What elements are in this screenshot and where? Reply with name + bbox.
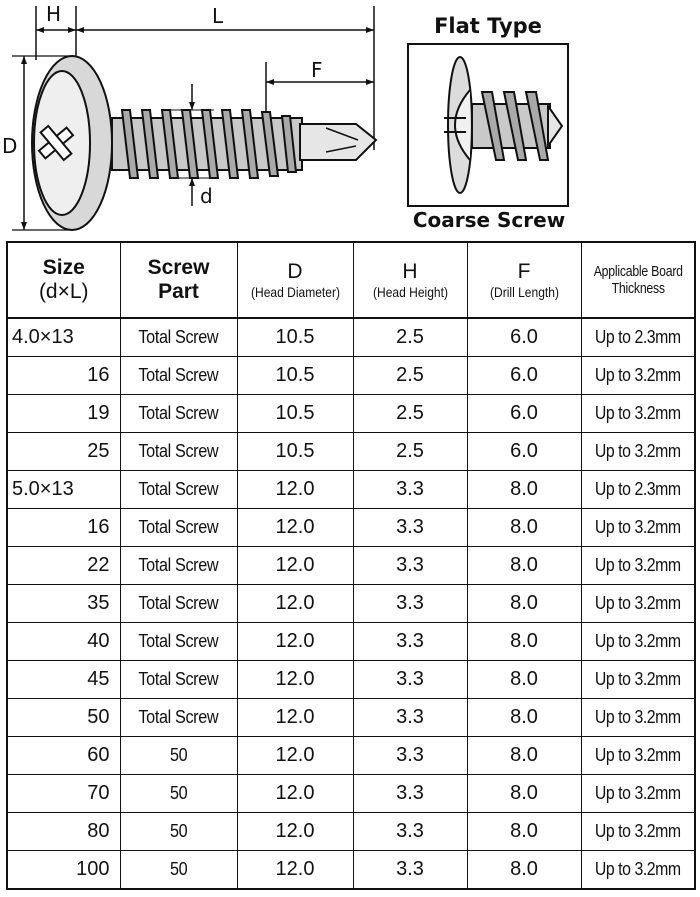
cell-head-height-text: 3.3 bbox=[396, 516, 424, 538]
cell-head-height-text: 3.3 bbox=[396, 592, 424, 614]
cell-size-text: 35 bbox=[87, 592, 110, 614]
screw-side-view bbox=[0, 0, 700, 240]
cell-head-diameter bbox=[237, 509, 353, 547]
header-board-thickness-line1: Applicable Board bbox=[593, 262, 683, 280]
table-row bbox=[7, 661, 695, 699]
cell-head-height bbox=[353, 813, 467, 851]
cell-drill-length bbox=[467, 471, 581, 509]
cell-screw-part bbox=[120, 471, 237, 509]
screw-spec-table bbox=[6, 241, 696, 890]
cell-board-thickness bbox=[581, 737, 695, 775]
cell-drill-length bbox=[467, 737, 581, 775]
cell-screw-part-text: Total Screw bbox=[138, 707, 219, 727]
cell-board-thickness bbox=[581, 509, 695, 547]
cell-board-thickness-text: Up to 3.2mm bbox=[594, 593, 681, 613]
table-row bbox=[7, 813, 695, 851]
cell-board-thickness-text: Up to 2.3mm bbox=[594, 479, 681, 499]
cell-screw-part-text: 50 bbox=[169, 859, 188, 879]
header-size-main: Size bbox=[42, 255, 85, 279]
cell-size-text: 100 bbox=[76, 858, 110, 880]
header-head-diameter-main: D bbox=[287, 259, 303, 283]
cell-screw-part-text: 50 bbox=[169, 745, 188, 765]
cell-size bbox=[7, 813, 120, 851]
table-row bbox=[7, 851, 695, 890]
cell-head-height bbox=[353, 433, 467, 471]
h-arrow-right bbox=[68, 27, 76, 33]
cell-board-thickness-text: Up to 2.3mm bbox=[594, 327, 681, 347]
table-row bbox=[7, 509, 695, 547]
cell-head-height-text: 3.3 bbox=[396, 858, 424, 880]
cell-screw-part bbox=[120, 509, 237, 547]
cell-size bbox=[7, 318, 120, 357]
cell-size bbox=[7, 395, 120, 433]
cell-drill-length-text: 6.0 bbox=[510, 440, 538, 462]
cell-head-diameter bbox=[237, 395, 353, 433]
header-board-thickness-line2: Thickness bbox=[611, 280, 665, 297]
cell-board-thickness-text: Up to 3.2mm bbox=[594, 821, 681, 841]
cell-head-height bbox=[353, 623, 467, 661]
cell-head-height-text: 2.5 bbox=[396, 402, 424, 424]
cell-size bbox=[7, 547, 120, 585]
cell-board-thickness-text: Up to 3.2mm bbox=[594, 745, 681, 765]
cell-head-height bbox=[353, 737, 467, 775]
cell-board-thickness bbox=[581, 851, 695, 890]
cell-board-thickness-text: Up to 3.2mm bbox=[594, 631, 681, 651]
table-row bbox=[7, 318, 695, 357]
cell-head-height-text: 2.5 bbox=[396, 440, 424, 462]
f-label: F bbox=[311, 58, 323, 82]
cell-head-height-text: 2.5 bbox=[396, 326, 424, 348]
cell-screw-part-text: 50 bbox=[169, 783, 188, 803]
cell-screw-part-text: Total Screw bbox=[138, 593, 219, 613]
l-label: L bbox=[212, 4, 224, 28]
cell-drill-length bbox=[467, 509, 581, 547]
cell-screw-part-text: Total Screw bbox=[138, 479, 219, 499]
cell-drill-length bbox=[467, 623, 581, 661]
cell-drill-length-text: 8.0 bbox=[510, 516, 538, 538]
cell-size-text: 50 bbox=[87, 706, 110, 728]
cell-size-text: 4.0×13 bbox=[12, 326, 74, 348]
header-drill-length-main: F bbox=[517, 259, 531, 283]
cell-head-diameter-text: 10.5 bbox=[275, 364, 315, 386]
table-row bbox=[7, 775, 695, 813]
cell-size-text: 70 bbox=[87, 782, 110, 804]
cell-board-thickness-text: Up to 3.2mm bbox=[594, 783, 681, 803]
cell-head-height bbox=[353, 509, 467, 547]
header-screw-part-line2: Part bbox=[158, 280, 199, 303]
cell-screw-part-text: Total Screw bbox=[138, 327, 219, 347]
h-arrow-left bbox=[36, 27, 44, 33]
cell-head-diameter bbox=[237, 661, 353, 699]
header-head-height bbox=[353, 242, 467, 318]
cell-size bbox=[7, 737, 120, 775]
cell-size-text: 16 bbox=[87, 516, 110, 538]
cell-board-thickness-text: Up to 3.2mm bbox=[594, 517, 681, 537]
cell-head-height bbox=[353, 357, 467, 395]
cell-size bbox=[7, 509, 120, 547]
cell-head-diameter-text: 12.0 bbox=[275, 516, 315, 538]
header-head-diameter-sub: (Head Diameter) bbox=[250, 284, 340, 301]
cell-head-height bbox=[353, 395, 467, 433]
table-header bbox=[7, 242, 695, 318]
header-head-height-main: H bbox=[402, 259, 418, 283]
cell-head-diameter-text: 12.0 bbox=[275, 668, 315, 690]
cell-head-height bbox=[353, 851, 467, 890]
cell-drill-length bbox=[467, 775, 581, 813]
cell-size bbox=[7, 851, 120, 890]
cell-drill-length bbox=[467, 585, 581, 623]
cell-screw-part bbox=[120, 547, 237, 585]
cell-board-thickness-text: Up to 3.2mm bbox=[594, 555, 681, 575]
cell-drill-length bbox=[467, 851, 581, 890]
cell-board-thickness-text: Up to 3.2mm bbox=[594, 365, 681, 385]
f-arrow-right bbox=[366, 79, 374, 85]
cell-head-diameter bbox=[237, 623, 353, 661]
cell-screw-part bbox=[120, 585, 237, 623]
cell-size bbox=[7, 433, 120, 471]
cell-head-diameter-text: 12.0 bbox=[275, 744, 315, 766]
cell-board-thickness-text: Up to 3.2mm bbox=[594, 859, 681, 879]
cell-head-diameter bbox=[237, 318, 353, 357]
header-size bbox=[7, 242, 120, 318]
table-row bbox=[7, 357, 695, 395]
coarse-screw-caption: Coarse Screw bbox=[412, 208, 566, 232]
cell-size-text: 60 bbox=[87, 744, 110, 766]
cell-size-text: 5.0×13 bbox=[12, 478, 74, 500]
cell-board-thickness bbox=[581, 318, 695, 357]
table-row bbox=[7, 585, 695, 623]
cell-screw-part bbox=[120, 737, 237, 775]
cell-board-thickness bbox=[581, 585, 695, 623]
cell-head-diameter bbox=[237, 851, 353, 890]
cell-size-text: 25 bbox=[87, 440, 110, 462]
cell-board-thickness-text: Up to 3.2mm bbox=[594, 403, 681, 423]
cell-size-text: 80 bbox=[87, 820, 110, 842]
cell-board-thickness bbox=[581, 661, 695, 699]
cell-board-thickness bbox=[581, 433, 695, 471]
cell-drill-length-text: 8.0 bbox=[510, 554, 538, 576]
cell-drill-length-text: 8.0 bbox=[510, 782, 538, 804]
cell-screw-part bbox=[120, 318, 237, 357]
small-d-label: d bbox=[200, 184, 213, 208]
cell-board-thickness-text: Up to 3.2mm bbox=[594, 669, 681, 689]
cell-head-diameter-text: 12.0 bbox=[275, 592, 315, 614]
flat-type-title: Flat Type bbox=[434, 14, 542, 38]
cell-board-thickness bbox=[581, 471, 695, 509]
h-label: H bbox=[46, 2, 62, 26]
cell-head-diameter bbox=[237, 585, 353, 623]
cell-board-thickness bbox=[581, 775, 695, 813]
table-body bbox=[7, 318, 695, 889]
cell-drill-length bbox=[467, 433, 581, 471]
cell-screw-part bbox=[120, 775, 237, 813]
cell-screw-part bbox=[120, 623, 237, 661]
d-arrow-bottom bbox=[21, 222, 27, 230]
cell-head-height bbox=[353, 661, 467, 699]
cell-screw-part-text: Total Screw bbox=[138, 555, 219, 575]
l-arrow-right bbox=[366, 27, 374, 33]
cell-head-diameter bbox=[237, 433, 353, 471]
header-screw-part bbox=[120, 242, 237, 318]
cell-board-thickness bbox=[581, 357, 695, 395]
cell-size bbox=[7, 699, 120, 737]
cell-head-height-text: 3.3 bbox=[396, 554, 424, 576]
cell-size-text: 45 bbox=[87, 668, 110, 690]
cell-board-thickness bbox=[581, 813, 695, 851]
cell-head-height-text: 2.5 bbox=[396, 364, 424, 386]
cell-size bbox=[7, 775, 120, 813]
header-board-thickness bbox=[581, 242, 695, 318]
cell-head-diameter-text: 12.0 bbox=[275, 554, 315, 576]
table-row bbox=[7, 547, 695, 585]
table-row bbox=[7, 471, 695, 509]
cell-size-text: 40 bbox=[87, 630, 110, 652]
cell-screw-part bbox=[120, 661, 237, 699]
cell-head-height bbox=[353, 547, 467, 585]
small-d-arrow-bottom bbox=[189, 178, 195, 186]
cell-screw-part bbox=[120, 357, 237, 395]
small-d-arrow-top bbox=[189, 102, 195, 110]
header-screw-part-line1: Screw bbox=[147, 255, 210, 279]
cell-head-diameter bbox=[237, 357, 353, 395]
cell-head-height bbox=[353, 699, 467, 737]
cell-board-thickness-text: Up to 3.2mm bbox=[594, 707, 681, 727]
cell-head-diameter-text: 12.0 bbox=[275, 782, 315, 804]
d-arrow-top bbox=[21, 56, 27, 64]
cell-screw-part bbox=[120, 813, 237, 851]
header-drill-length-sub: (Drill Length) bbox=[489, 284, 559, 301]
cell-drill-length bbox=[467, 318, 581, 357]
cell-board-thickness-text: Up to 3.2mm bbox=[594, 441, 681, 461]
cell-drill-length-text: 8.0 bbox=[510, 744, 538, 766]
cell-head-height-text: 3.3 bbox=[396, 668, 424, 690]
cell-drill-length bbox=[467, 395, 581, 433]
cell-head-diameter-text: 12.0 bbox=[275, 706, 315, 728]
table-row bbox=[7, 737, 695, 775]
cell-head-height-text: 3.3 bbox=[396, 478, 424, 500]
cell-head-diameter bbox=[237, 547, 353, 585]
drill-point bbox=[300, 124, 376, 160]
d-label: D bbox=[2, 134, 18, 158]
cell-head-diameter-text: 12.0 bbox=[275, 630, 315, 652]
cell-size-text: 22 bbox=[87, 554, 110, 576]
cell-size bbox=[7, 623, 120, 661]
cell-head-height-text: 3.3 bbox=[396, 782, 424, 804]
cell-drill-length-text: 8.0 bbox=[510, 706, 538, 728]
cell-drill-length bbox=[467, 813, 581, 851]
cell-screw-part-text: Total Screw bbox=[138, 517, 219, 537]
cell-board-thickness bbox=[581, 395, 695, 433]
cell-head-height bbox=[353, 471, 467, 509]
cell-drill-length bbox=[467, 357, 581, 395]
cell-size bbox=[7, 661, 120, 699]
cell-screw-part-text: Total Screw bbox=[138, 365, 219, 385]
cell-board-thickness bbox=[581, 547, 695, 585]
table-row bbox=[7, 623, 695, 661]
cell-head-height-text: 3.3 bbox=[396, 744, 424, 766]
cell-drill-length-text: 8.0 bbox=[510, 668, 538, 690]
cell-head-diameter-text: 10.5 bbox=[275, 402, 315, 424]
cell-size-text: 19 bbox=[87, 402, 110, 424]
cell-board-thickness bbox=[581, 623, 695, 661]
header-head-height-sub: (Head Height) bbox=[372, 284, 448, 301]
cell-screw-part bbox=[120, 851, 237, 890]
table-row bbox=[7, 433, 695, 471]
cell-screw-part bbox=[120, 433, 237, 471]
cell-size-text: 16 bbox=[87, 364, 110, 386]
cell-head-diameter-text: 12.0 bbox=[275, 858, 315, 880]
cell-drill-length-text: 8.0 bbox=[510, 630, 538, 652]
cell-drill-length-text: 6.0 bbox=[510, 402, 538, 424]
table-row bbox=[7, 699, 695, 737]
cell-drill-length-text: 6.0 bbox=[510, 364, 538, 386]
f-arrow-left bbox=[266, 79, 274, 85]
cell-head-height-text: 3.3 bbox=[396, 706, 424, 728]
cell-head-diameter-text: 10.5 bbox=[275, 326, 315, 348]
cell-drill-length bbox=[467, 661, 581, 699]
cell-screw-part-text: Total Screw bbox=[138, 669, 219, 689]
cell-drill-length-text: 8.0 bbox=[510, 592, 538, 614]
cell-screw-part bbox=[120, 395, 237, 433]
cell-screw-part-text: 50 bbox=[169, 821, 188, 841]
header-drill-length bbox=[467, 242, 581, 318]
l-arrow-left bbox=[76, 27, 84, 33]
cell-drill-length-text: 8.0 bbox=[510, 858, 538, 880]
cell-head-diameter-text: 10.5 bbox=[275, 440, 315, 462]
cell-head-height bbox=[353, 775, 467, 813]
cell-drill-length-text: 8.0 bbox=[510, 478, 538, 500]
cell-drill-length bbox=[467, 699, 581, 737]
thread-ridges bbox=[122, 110, 296, 178]
header-size-sub: (d×L) bbox=[38, 280, 89, 303]
cell-screw-part-text: Total Screw bbox=[138, 631, 219, 651]
cell-size bbox=[7, 471, 120, 509]
cell-drill-length bbox=[467, 547, 581, 585]
cell-head-diameter bbox=[237, 471, 353, 509]
cell-size bbox=[7, 585, 120, 623]
cell-head-height bbox=[353, 585, 467, 623]
table-row bbox=[7, 395, 695, 433]
header-head-diameter bbox=[237, 242, 353, 318]
cell-screw-part-text: Total Screw bbox=[138, 403, 219, 423]
cell-head-diameter bbox=[237, 813, 353, 851]
cell-head-height bbox=[353, 318, 467, 357]
cell-head-diameter bbox=[237, 775, 353, 813]
cell-head-diameter bbox=[237, 699, 353, 737]
cell-drill-length-text: 8.0 bbox=[510, 820, 538, 842]
cell-head-diameter-text: 12.0 bbox=[275, 478, 315, 500]
screw-dimension-drawing bbox=[0, 0, 700, 240]
cell-drill-length-text: 6.0 bbox=[510, 326, 538, 348]
cell-screw-part bbox=[120, 699, 237, 737]
cell-screw-part-text: Total Screw bbox=[138, 441, 219, 461]
cell-size bbox=[7, 357, 120, 395]
cell-head-diameter bbox=[237, 737, 353, 775]
cell-head-diameter-text: 12.0 bbox=[275, 820, 315, 842]
cell-head-height-text: 3.3 bbox=[396, 630, 424, 652]
cell-board-thickness bbox=[581, 699, 695, 737]
cell-head-height-text: 3.3 bbox=[396, 820, 424, 842]
